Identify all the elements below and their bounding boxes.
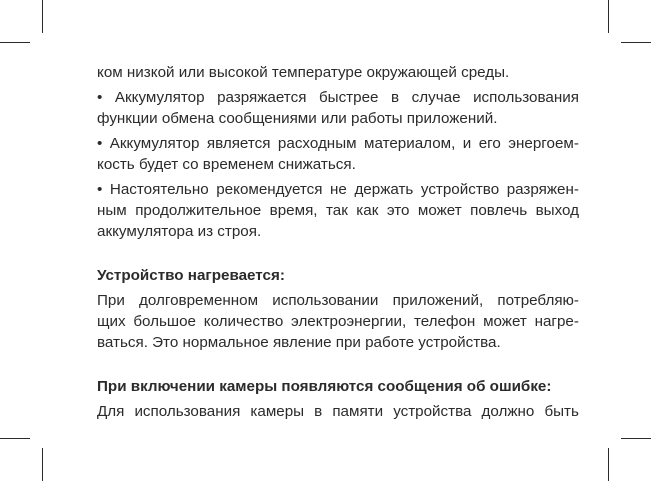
text-line-justified	[97, 311, 579, 332]
word: не	[330, 181, 347, 198]
bullet-consumable-battery	[97, 133, 579, 175]
crop-mark-top-right-horizontal	[621, 42, 651, 43]
section-heading-overheating: Устройство нагревается:	[97, 267, 285, 284]
word: памяти	[332, 403, 384, 420]
word: потребляю-	[497, 292, 579, 309]
text-line-justified	[97, 179, 579, 200]
word: повлечь	[470, 202, 528, 219]
word: использования	[134, 403, 241, 420]
word: в	[314, 403, 323, 420]
word: продолжительное	[135, 202, 262, 219]
text-line-justified	[97, 200, 579, 221]
page-content	[97, 62, 579, 422]
word: его	[478, 135, 501, 152]
word: камеры	[250, 403, 305, 420]
word: количество	[203, 313, 284, 330]
text-line: ком низкой или высокой температуре окружающей среды.	[97, 64, 510, 81]
paragraph-overheating	[97, 290, 579, 353]
word: При	[97, 292, 125, 309]
crop-mark-top-left-horizontal	[0, 42, 30, 43]
word: Аккумулятор	[109, 135, 200, 152]
text-line: функции обмена сообщениями или работы приложений.	[97, 110, 498, 127]
word: может	[483, 313, 527, 330]
word: долговременном	[139, 292, 259, 309]
word: быть	[544, 403, 579, 420]
word: рекомендуется	[216, 181, 323, 198]
word: устройство	[420, 181, 500, 198]
word: разряжается	[217, 89, 307, 106]
word: случае	[411, 89, 461, 106]
word: в	[391, 89, 400, 106]
word: •	[97, 135, 103, 152]
word: использовании	[272, 292, 379, 309]
word: как	[356, 202, 379, 219]
word: энергоем-	[508, 135, 579, 152]
word: является	[206, 135, 271, 152]
word: держать	[354, 181, 414, 198]
word: и	[462, 135, 472, 152]
crop-mark-top-right-vertical	[608, 0, 609, 33]
text-line-justified	[97, 133, 579, 154]
word: может	[417, 202, 462, 219]
word: Настоятельно	[109, 181, 209, 198]
word: устройства	[393, 403, 472, 420]
word: большое	[133, 313, 196, 330]
text-line-justified	[97, 290, 579, 311]
word: нагре-	[534, 313, 579, 330]
paragraph-temperature-end	[97, 62, 579, 83]
crop-mark-bottom-left-vertical	[42, 448, 43, 481]
word: ным	[97, 202, 127, 219]
bullet-messaging-drain	[97, 87, 579, 129]
crop-mark-top-left-vertical	[42, 0, 43, 33]
word: телефон	[413, 313, 476, 330]
bullet-discharged-storage	[97, 179, 579, 242]
text-line-justified	[97, 401, 579, 422]
word: время,	[269, 202, 318, 219]
word: это	[386, 202, 410, 219]
crop-mark-bottom-right-horizontal	[621, 438, 651, 439]
crop-mark-bottom-left-horizontal	[0, 438, 30, 439]
crop-mark-bottom-right-vertical	[608, 448, 609, 481]
word: Для	[97, 403, 125, 420]
word: •	[97, 181, 103, 198]
word: электроэнергии,	[291, 313, 407, 330]
word: разряжен-	[506, 181, 579, 198]
word: расходным	[277, 135, 357, 152]
section-heading-camera-error: При включении камеры появляются сообщения об ошибке:	[97, 378, 552, 395]
word: щих	[97, 313, 126, 330]
word: быстрее	[318, 89, 379, 106]
paragraph-camera-error	[97, 401, 579, 422]
word: так	[325, 202, 348, 219]
text-line-justified	[97, 87, 579, 108]
word: использования	[473, 89, 579, 106]
text-line: аккумулятора из строя.	[97, 223, 262, 240]
text-line: ваться. Это нормальное явление при работе устройства.	[97, 334, 501, 351]
text-line: кость будет со временем снижаться.	[97, 156, 356, 173]
word: материалом,	[364, 135, 456, 152]
word: приложений,	[392, 292, 484, 309]
word: выход	[535, 202, 579, 219]
word: Аккумулятор	[114, 89, 205, 106]
word: должно	[481, 403, 535, 420]
word: •	[97, 89, 103, 106]
